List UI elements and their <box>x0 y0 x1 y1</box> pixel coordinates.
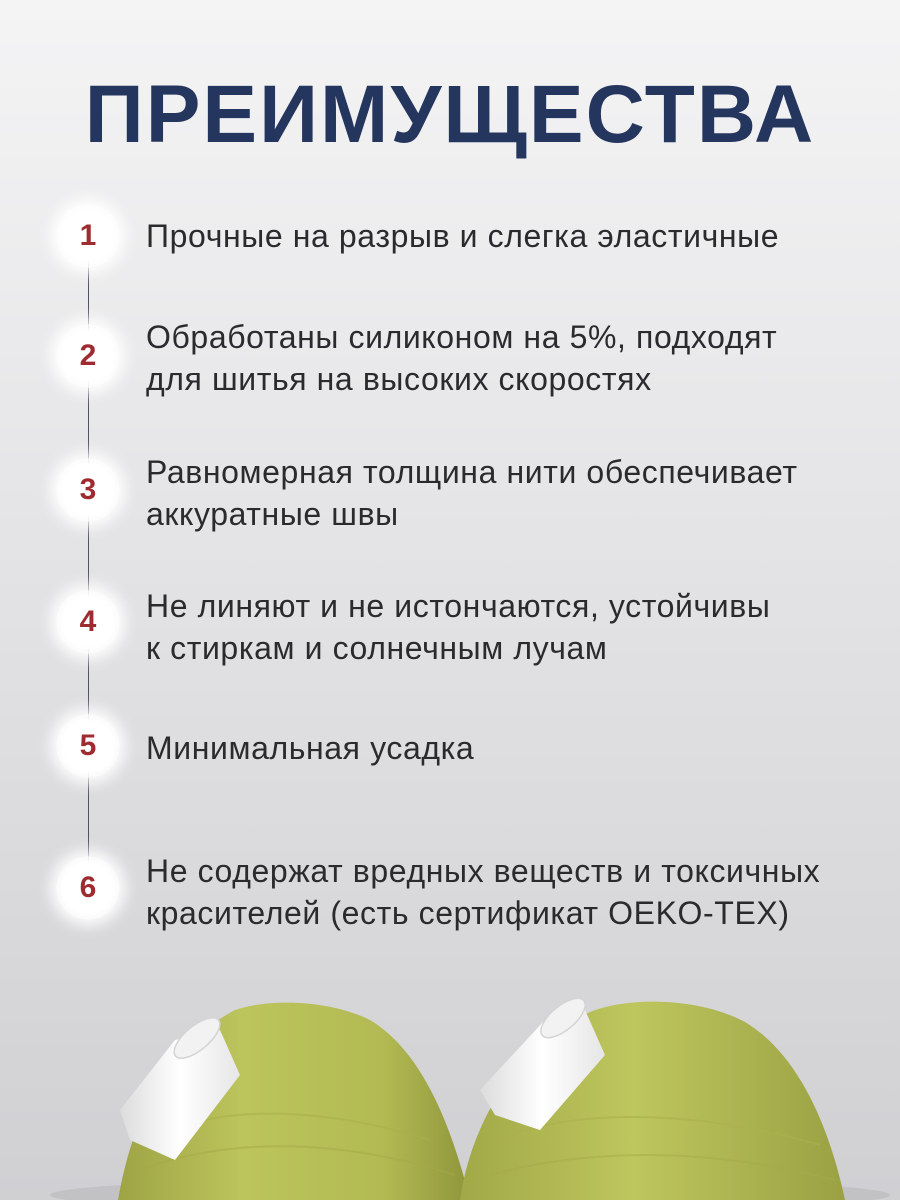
advantage-text <box>146 316 866 400</box>
number-badge: 4 <box>56 590 120 654</box>
advantage-text <box>146 850 866 934</box>
advantage-line: Равномерная толщина нити обеспечивает <box>146 454 798 490</box>
advantage-line: Минимальная усадка <box>146 730 475 766</box>
number-badge: 1 <box>56 204 120 268</box>
advantage-line: аккуратные швы <box>146 496 399 532</box>
advantage-text <box>146 727 866 769</box>
advantage-line: красителей (есть сертификат OEKO-TEX) <box>146 895 790 931</box>
advantage-line: для шитья на высоких скоростях <box>146 361 652 397</box>
advantage-text <box>146 585 866 669</box>
number-badge: 2 <box>56 324 120 388</box>
advantage-line: Обработаны силиконом на 5%, подходят <box>146 319 778 355</box>
advantage-line: к стиркам и солнечным лучам <box>146 630 608 666</box>
advantage-line: Прочные на разрыв и слегка эластичные <box>146 218 780 254</box>
advantage-text <box>146 215 866 257</box>
number-badge: 5 <box>56 714 120 778</box>
number-badge: 6 <box>56 856 120 920</box>
advantage-line: Не содержат вредных веществ и токсичных <box>146 853 821 889</box>
advantage-text <box>146 451 866 535</box>
page-title: ПРЕИМУЩЕСТВА <box>84 69 816 160</box>
number-badge: 3 <box>56 458 120 522</box>
advantage-line: Не линяют и не истончаются, устойчивы <box>146 588 771 624</box>
thread-spools-icon <box>0 990 900 1200</box>
